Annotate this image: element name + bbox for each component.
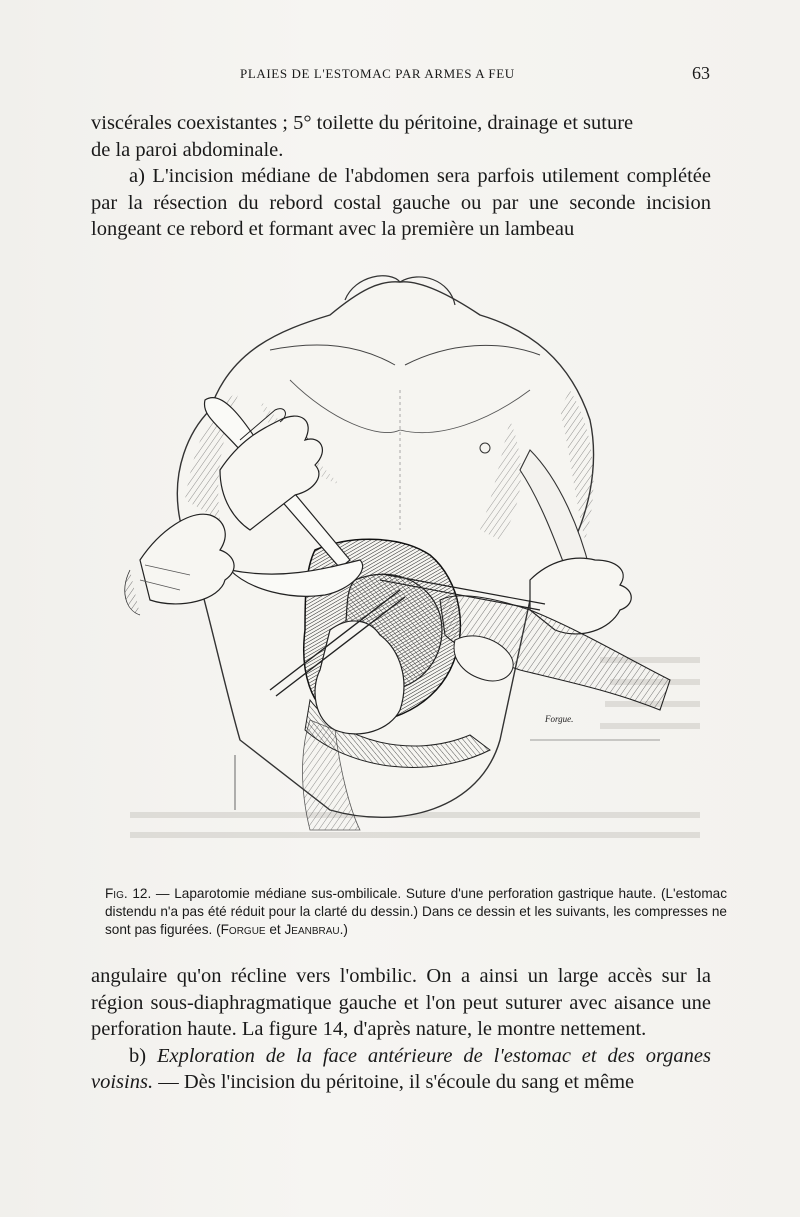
- paragraph-b: [91, 1043, 711, 1096]
- paragraph-b-heading: Exploration de la face antérieure de l'estomac et des organes voisins.: [91, 1044, 711, 1094]
- caption-end: .): [339, 922, 348, 937]
- text-line-1: viscérales coexistantes ; 5° toilette du péritoine, drainage et suture: [91, 112, 634, 134]
- running-title: PLAIES DE L'ESTOMAC PAR ARMES A FEU: [240, 66, 515, 81]
- caption-author-1: Forgue: [220, 922, 266, 937]
- caption-text: — Laparotomie médiane sus-ombilicale. Suture d'une perforation gastrique haute. (L'estomac distendu n'a pas été réduit pour la clarté du dessin.) Dans ce dessin et les suivants, les compresses ne sont pas figurées. (: [105, 886, 728, 937]
- page-number: 63: [692, 63, 710, 83]
- paragraph-a: a) L'incision médiane de l'abdomen sera parfois utilement complétée par la résection du rebord costal gauche ou par une seconde incision longeant ce rebord et formant avec la première un lambeau: [91, 165, 711, 241]
- caption-author-2: Jeanbrau: [284, 922, 340, 937]
- bottom-text-block: [91, 963, 711, 1096]
- figure-label: Fig. 12.: [105, 886, 152, 901]
- top-text-block: [91, 110, 711, 243]
- caption-and: et: [265, 922, 285, 937]
- paragraph-continued: angulaire qu'on récline vers l'ombilic. On a ainsi un large accès sur la région sous-diaphragmatique gauche et l'on peut suturer avec aisance une perforation haute. La figure 14, d'après nature, le montre nettement.: [91, 965, 711, 1041]
- laparotomy-engraving-svg: [100, 270, 700, 870]
- engraver-signature: Forgue.: [545, 714, 574, 724]
- paragraph-b-text: — Dès l'incision du péritoine, il s'écoule du sang et même: [153, 1071, 635, 1094]
- surgical-illustration: [100, 270, 700, 870]
- figure-caption: [105, 885, 727, 939]
- text-line-2: de la paroi abdominale.: [91, 138, 284, 161]
- paragraph-b-label: b): [129, 1044, 157, 1067]
- continued-paragraph: [91, 110, 711, 163]
- page-header: [90, 63, 710, 90]
